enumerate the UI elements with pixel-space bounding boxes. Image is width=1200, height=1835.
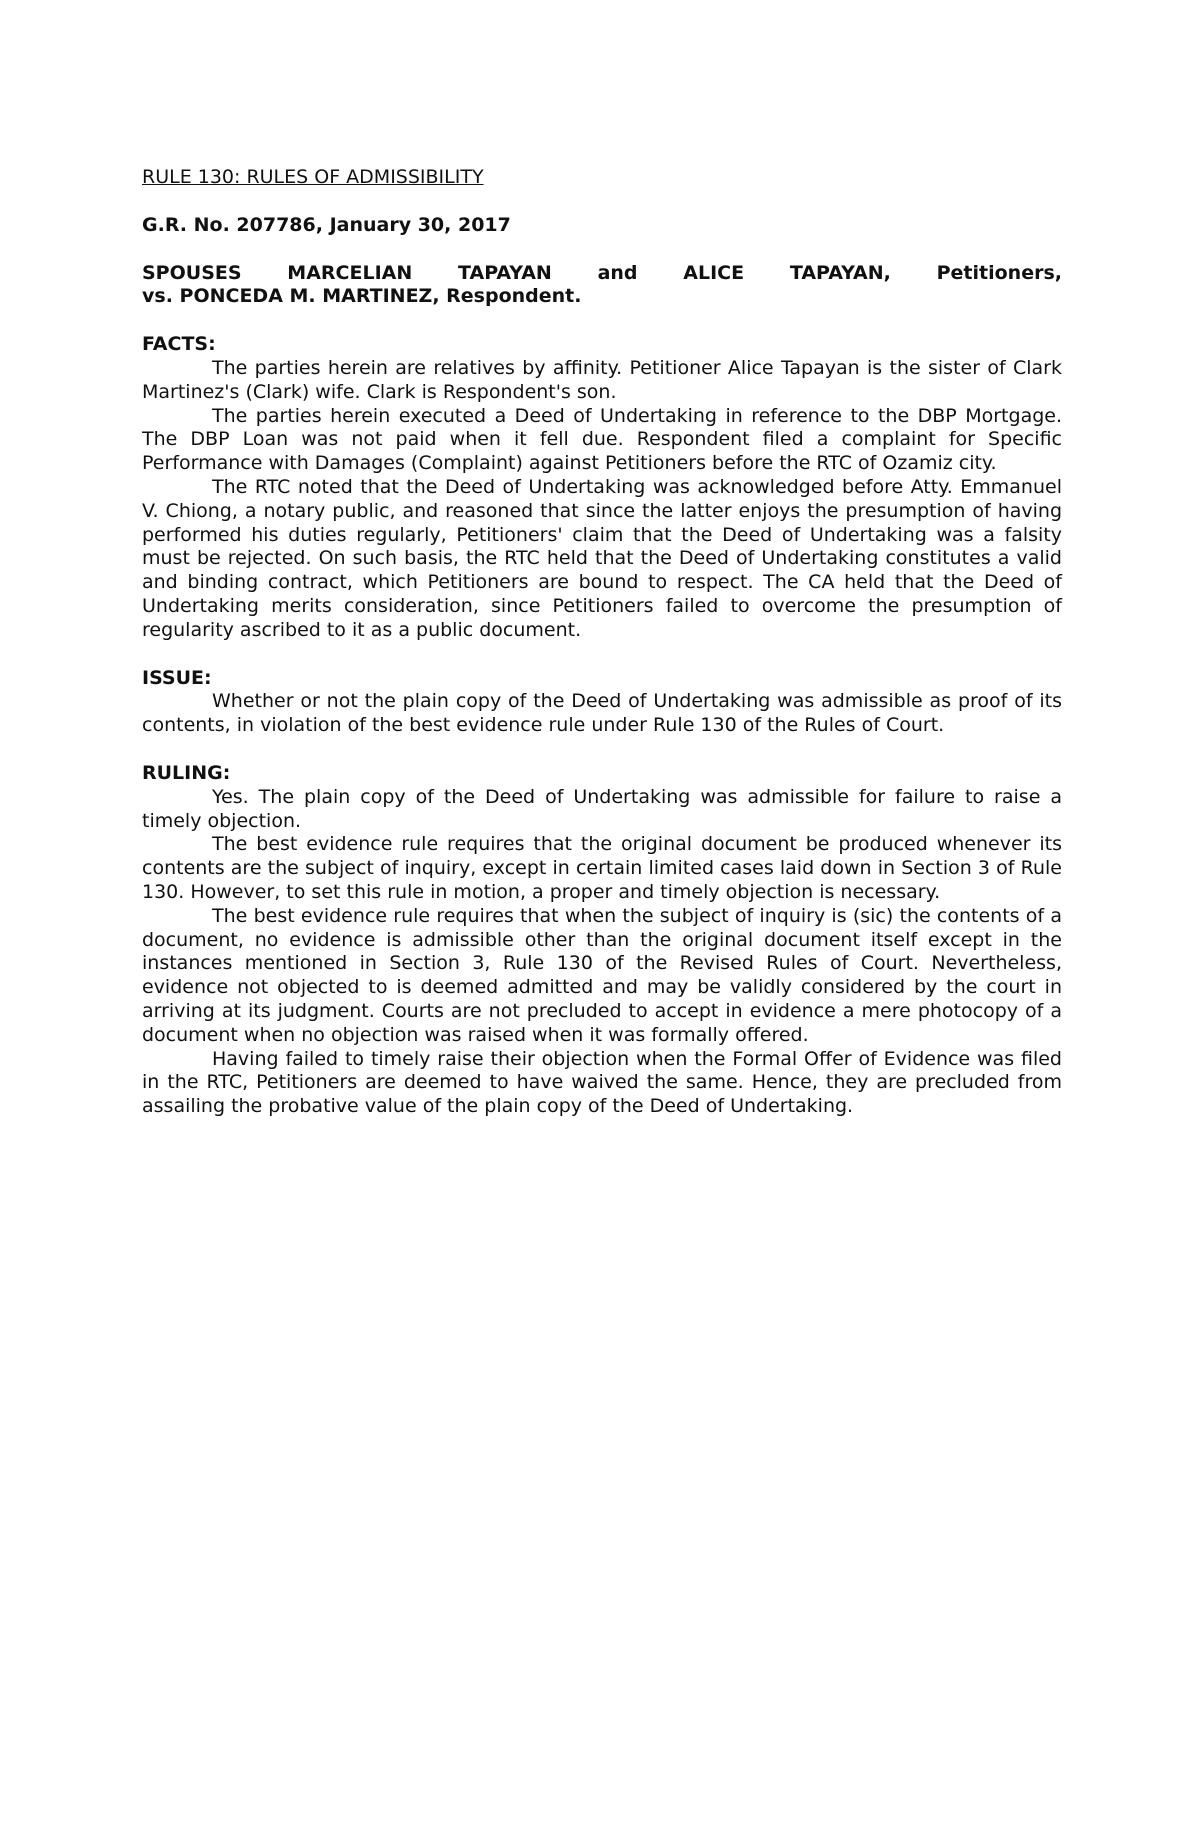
issue-paragraph: Whether or not the plain copy of the Deed of Undertaking was admissible as proof of its contents, in violation of the best evidence rule under Rule 130 of the Rules of Court.	[142, 690, 1062, 737]
ruling-section	[142, 762, 1062, 1119]
parties-petitioners: SPOUSES MARCELIAN TAPAYAN and ALICE TAPAYAN, Petitioners,	[142, 261, 1062, 284]
facts-heading: FACTS:	[142, 333, 216, 356]
facts-section	[142, 333, 1062, 642]
parties-respondent: vs. PONCEDA M. MARTINEZ, Respondent.	[142, 285, 582, 308]
rule-title: RULE 130: RULES OF ADMISSIBILITY	[142, 166, 484, 188]
facts-paragraph: The parties herein executed a Deed of Undertaking in reference to the DBP Mortgage. The DBP Loan was not paid when it fell due. Respondent filed a complaint for Specific Performance with Damages (Complaint) against Petitioners before the RTC of Ozamiz city.	[142, 404, 1062, 475]
document-page	[142, 166, 1062, 1143]
facts-paragraph: The parties herein are relatives by affinity. Petitioner Alice Tapayan is the sister of Clark Martinez's (Clark) wife. Clark is Respondent's son.	[142, 356, 1062, 403]
ruling-paragraph: Yes. The plain copy of the Deed of Undertaking was admissible for failure to raise a timely objection.	[142, 785, 1062, 832]
ruling-paragraph: The best evidence rule requires that the original document be produced whenever its contents are the subject of inquiry, except in certain limited cases laid down in Section 3 of Rule 130. However, to set this rule in motion, a proper and timely objection is necessary.	[142, 833, 1062, 903]
facts-paragraph: The RTC noted that the Deed of Undertaking was acknowledged before Atty. Emmanuel V. Chiong, a notary public, and reasoned that since the latter enjoys the presumption of having performed his duties regularly, Petitioners' claim that the Deed of Undertaking was a falsity must be rejected. On such basis, the RTC held that the Deed of Undertaking constitutes a valid and binding contract, which Petitioners are bound to respect. The CA held that the Deed of Undertaking merits consideration, since Petitioners failed to overcome the presumption of regularity ascribed to it as a public document.	[142, 475, 1062, 641]
case-parties	[142, 262, 1062, 310]
ruling-paragraph: Having failed to timely raise their objection when the Formal Offer of Evidence was filed in the RTC, Petitioners are deemed to have waived the same. Hence, they are precluded from assailing the probative value of the plain copy of the Deed of Undertaking.	[142, 1047, 1062, 1118]
ruling-paragraph: The best evidence rule requires that when the subject of inquiry is (sic) the contents of a document, no evidence is admissible other than the original document itself except in the instances mentioned in Section 3, Rule 130 of the Revised Rules of Court. Nevertheless, evidence not objected to is deemed admitted and may be validly considered by the court in arriving at its judgment. Courts are not precluded to accept in evidence a mere photocopy of a document when no objection was raised when it was formally offered.	[142, 904, 1062, 1046]
ruling-heading: RULING:	[142, 761, 231, 784]
case-number: G.R. No. 207786, January 30, 2017	[142, 213, 511, 236]
issue-section	[142, 667, 1062, 738]
issue-heading: ISSUE:	[142, 666, 212, 689]
